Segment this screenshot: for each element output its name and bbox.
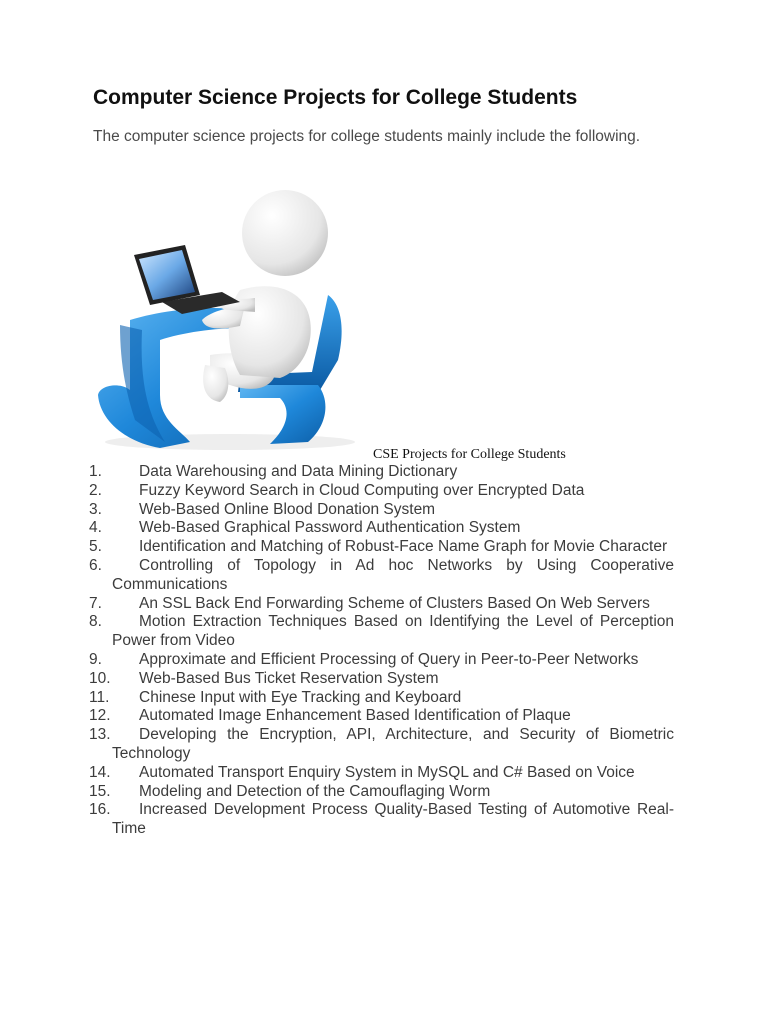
list-item bbox=[0, 538, 768, 557]
list-item-number: 11. bbox=[89, 688, 110, 706]
list-item-number: 1. bbox=[89, 463, 102, 480]
list-item-text: Web-Based Bus Ticket Reservation System bbox=[139, 669, 439, 687]
list-item bbox=[0, 501, 768, 520]
list-item bbox=[0, 557, 768, 595]
list-item-number: 13. bbox=[89, 726, 111, 744]
list-item-text: Fuzzy Keyword Search in Cloud Computing over Encrypted Data bbox=[139, 481, 585, 499]
list-item bbox=[0, 801, 768, 839]
list-item-text: Approximate and Efficient Processing of Query in Peer-to-Peer Networks bbox=[139, 650, 639, 668]
list-item bbox=[0, 519, 768, 538]
figure-caption: CSE Projects for College Students bbox=[373, 447, 566, 462]
list-item bbox=[0, 726, 768, 764]
list-item-text: An SSL Back End Forwarding Scheme of Clusters Based On Web Servers bbox=[139, 594, 650, 612]
list-item-text: Increased Development Process Quality-Based Testing of Automotive Real-Time bbox=[112, 801, 674, 838]
list-item-text: Web-Based Graphical Password Authentication System bbox=[139, 519, 521, 537]
person-laptop-illustration bbox=[90, 180, 370, 456]
list-item-number: 5. bbox=[89, 538, 102, 556]
list-item-text: Data Warehousing and Data Mining Dictionary bbox=[139, 463, 458, 480]
list-item-number: 7. bbox=[89, 594, 102, 612]
list-item bbox=[0, 463, 768, 482]
intro-paragraph: The computer science projects for college students mainly include the following. bbox=[93, 128, 641, 145]
list-item-number: 10. bbox=[89, 669, 111, 687]
list-item bbox=[0, 670, 768, 689]
list-item-number: 6. bbox=[89, 556, 102, 574]
list-item bbox=[0, 783, 768, 802]
list-item-number: 12. bbox=[89, 707, 111, 725]
list-item-number: 4. bbox=[89, 519, 102, 537]
list-item-number: 16. bbox=[89, 801, 111, 819]
list-item-number: 8. bbox=[89, 613, 102, 631]
list-item-text: Web-Based Online Blood Donation System bbox=[139, 500, 436, 518]
list-item bbox=[0, 595, 768, 614]
list-item-text: Motion Extraction Techniques Based on Identifying the Level of Perception Power from Video bbox=[112, 613, 674, 650]
list-item-text: Automated Transport Enquiry System in MySQL and C# Based on Voice bbox=[139, 763, 635, 781]
list-item bbox=[0, 764, 768, 783]
list-item bbox=[0, 651, 768, 670]
list-item-text: Automated Image Enhancement Based Identification of Plaque bbox=[139, 707, 571, 725]
list-item-text: Chinese Input with Eye Tracking and Keyboard bbox=[139, 688, 462, 706]
page-title: Computer Science Projects for College Students bbox=[93, 86, 578, 109]
list-item bbox=[0, 482, 768, 501]
list-item-number: 15. bbox=[89, 782, 111, 800]
list-item-text: Modeling and Detection of the Camouflaging Worm bbox=[139, 782, 491, 800]
list-item bbox=[0, 613, 768, 651]
list-item-number: 2. bbox=[89, 481, 102, 499]
list-item-text: Controlling of Topology in Ad hoc Networks by Using Cooperative Communications bbox=[112, 556, 674, 593]
list-item-number: 3. bbox=[89, 500, 102, 518]
list-item bbox=[0, 707, 768, 726]
list-item-text: Identification and Matching of Robust-Face Name Graph for Movie Character bbox=[139, 538, 668, 556]
list-item-text: Developing the Encryption, API, Architecture, and Security of Biometric Technology bbox=[112, 726, 674, 762]
person-laptop-icon bbox=[90, 180, 370, 456]
list-item bbox=[0, 689, 768, 708]
list-item-number: 14. bbox=[89, 763, 111, 781]
projects-list bbox=[0, 463, 768, 839]
list-item-number: 9. bbox=[89, 650, 102, 668]
